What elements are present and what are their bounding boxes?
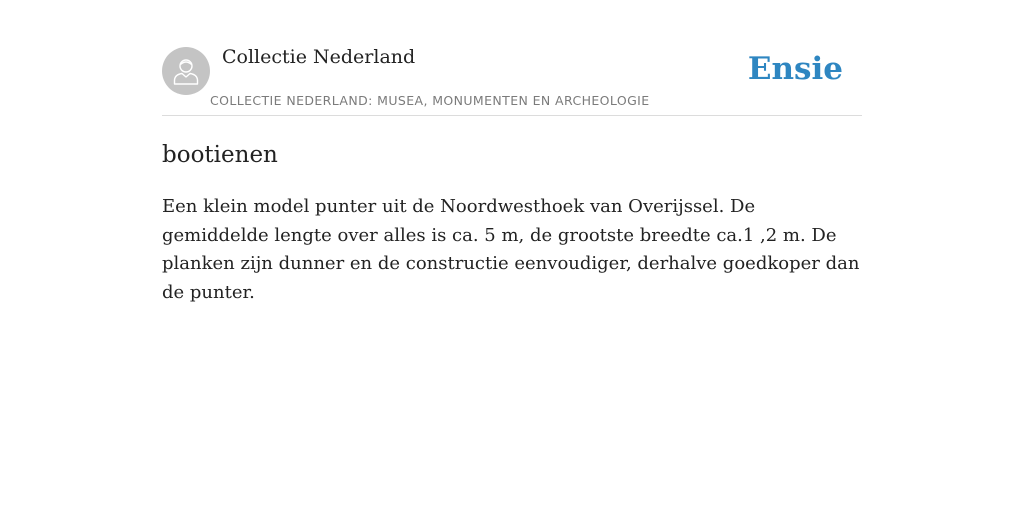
entry-definition: Een klein model punter uit de Noordwesthoek van Overijssel. De gemiddelde lengte over alles is ca. 5 m, de grootste breedte ca.1 ,2 m. De planken zijn dunner en de constructie eenvoudiger, derhalve goedkoper dan de punter. bbox=[162, 196, 860, 303]
entry-header bbox=[162, 40, 862, 116]
author-name[interactable]: Collectie Nederland bbox=[222, 46, 416, 68]
author-subtitle: COLLECTIE NEDERLAND: MUSEA, MONUMENTEN EN ARCHEOLOGIE bbox=[210, 93, 650, 108]
entry-card bbox=[162, 40, 862, 307]
entry-term: bootienen bbox=[162, 142, 278, 168]
brand-logo[interactable]: Ensie bbox=[747, 51, 843, 87]
user-icon bbox=[171, 56, 201, 86]
avatar[interactable] bbox=[162, 47, 210, 95]
